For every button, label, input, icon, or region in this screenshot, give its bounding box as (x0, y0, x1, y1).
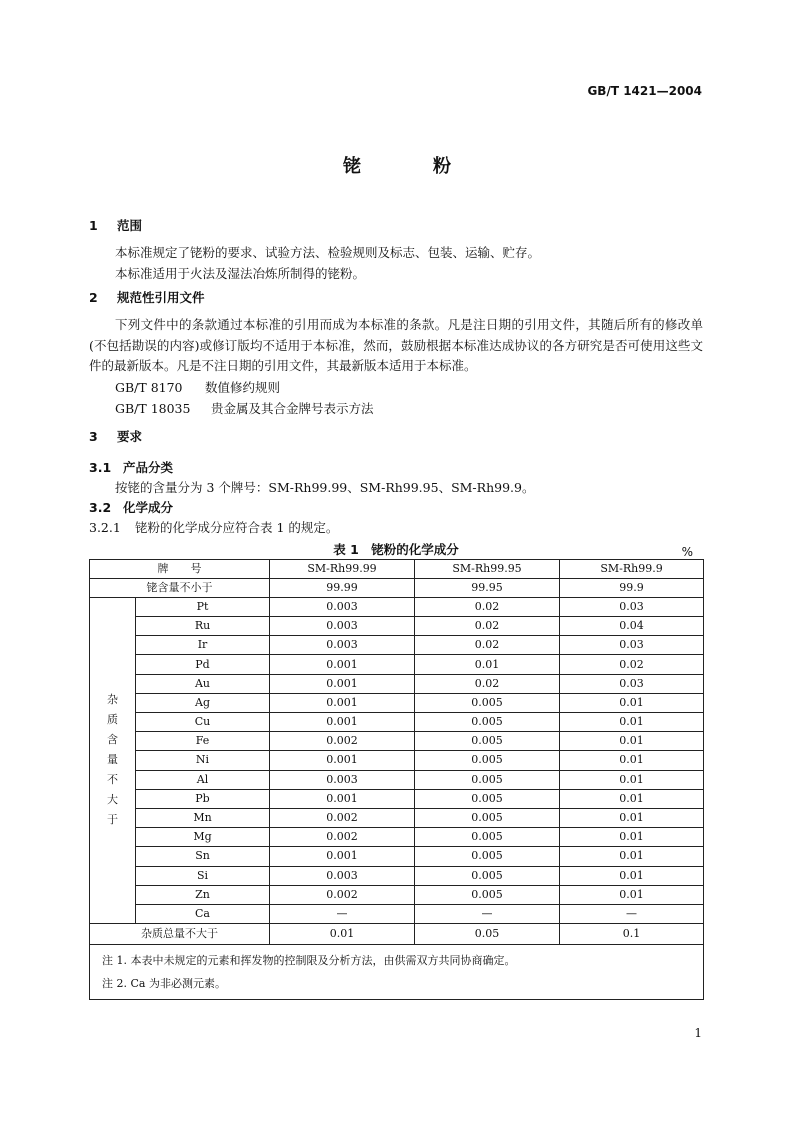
total-impurity-label: 杂质总量不大于 (90, 924, 270, 945)
table-notes (90, 945, 704, 1000)
impurity-value: 0.01 (560, 770, 704, 789)
table-note: 注 1. 本表中未规定的元素和挥发物的控制限及分析方法，由供需双方共同协商确定。 (102, 954, 516, 968)
section-number: 2 (89, 290, 98, 305)
section-2-heading (89, 290, 703, 306)
impurity-value: 0.005 (415, 789, 560, 808)
rh-content-row (90, 578, 704, 597)
impurity-row (90, 847, 704, 866)
scope-paragraph-2: 本标准适用于火法及湿法冶炼所制得的铑粉。 (115, 265, 366, 281)
impurity-row (90, 655, 704, 674)
section-1-heading (89, 218, 703, 234)
impurity-row (90, 713, 704, 732)
classification-paragraph: 按铑的含量分为 3 个牌号：SM-Rh99.99、SM-Rh99.95、SM-Rh99.9。 (115, 479, 535, 495)
element-symbol: Sn (136, 847, 270, 866)
clause-number: 3.2.1 (89, 520, 121, 535)
impurity-row (90, 693, 704, 712)
table-caption: 表 1 铑粉的化学成分 (333, 541, 459, 557)
element-symbol: Mn (136, 808, 270, 827)
impurity-value: 0.003 (270, 770, 415, 789)
table-unit: % (681, 544, 693, 559)
reference-item (115, 377, 703, 398)
section-title: 产品分类 (123, 459, 174, 475)
element-symbol: Al (136, 770, 270, 789)
rh-value: 99.9 (560, 578, 704, 597)
impurity-row (90, 617, 704, 636)
clause-text: 铑粉的化学成分应符合表 1 的规定。 (135, 520, 339, 535)
impurity-value: 0.001 (270, 847, 415, 866)
table-note: 注 2. Ca 为非必测元素。 (102, 977, 226, 991)
rh-value: 99.99 (270, 578, 415, 597)
element-symbol: Mg (136, 828, 270, 847)
impurity-row (90, 751, 704, 770)
impurity-value: — (415, 904, 560, 923)
clause-3-2-1 (89, 518, 703, 539)
grade-cell: SM-Rh99.9 (560, 559, 704, 578)
rh-content-label: 铑含量不小于 (90, 578, 270, 597)
section-title: 化学成分 (123, 500, 174, 515)
table-header-row (90, 559, 704, 578)
grade-cell: SM-Rh99.95 (415, 559, 560, 578)
impurity-row (90, 789, 704, 808)
impurity-value: 0.02 (415, 636, 560, 655)
element-symbol: Ni (136, 751, 270, 770)
table-caption-row (89, 541, 703, 559)
reference-code: GB/T 8170 (115, 379, 183, 395)
impurity-value: 0.01 (560, 693, 704, 712)
impurity-value: 0.005 (415, 885, 560, 904)
impurity-value: 0.001 (270, 789, 415, 808)
impurity-value: 0.01 (560, 808, 704, 827)
impurity-value: — (270, 904, 415, 923)
grade-header: 牌 号 (90, 559, 270, 578)
impurity-value: 0.001 (270, 655, 415, 674)
chemical-composition-table (89, 559, 704, 1001)
impurity-value: 0.002 (270, 828, 415, 847)
impurity-value: 0.02 (415, 617, 560, 636)
impurity-value: 0.01 (560, 885, 704, 904)
impurity-value: 0.03 (560, 597, 704, 616)
impurity-value: 0.002 (270, 808, 415, 827)
section-3-2-heading (89, 500, 703, 516)
impurity-row (90, 732, 704, 751)
total-impurity-value: 0.01 (270, 924, 415, 945)
impurity-value: 0.03 (560, 636, 704, 655)
document-body (89, 218, 703, 1000)
impurity-value: 0.005 (415, 847, 560, 866)
reference-title: 贵金属及其合金牌号表示方法 (211, 400, 374, 416)
impurity-value: 0.003 (270, 866, 415, 885)
impurity-row (90, 866, 704, 885)
table-notes-row (90, 945, 704, 1000)
reference-item (115, 398, 703, 419)
impurity-value: 0.01 (560, 732, 704, 751)
impurity-row (90, 904, 704, 923)
impurity-row (90, 770, 704, 789)
element-symbol: Zn (136, 885, 270, 904)
impurity-value: 0.003 (270, 617, 415, 636)
total-impurity-value: 0.05 (415, 924, 560, 945)
impurity-row (90, 597, 704, 616)
impurity-value: 0.04 (560, 617, 704, 636)
impurity-value: 0.01 (560, 789, 704, 808)
impurity-value: 0.005 (415, 808, 560, 827)
impurity-value: 0.003 (270, 597, 415, 616)
impurity-value: 0.01 (560, 751, 704, 770)
impurity-value: 0.005 (415, 693, 560, 712)
grade-cell: SM-Rh99.99 (270, 559, 415, 578)
element-symbol: Ir (136, 636, 270, 655)
element-symbol: Au (136, 674, 270, 693)
impurity-row (90, 885, 704, 904)
section-title: 规范性引用文件 (117, 290, 205, 305)
impurity-value: 0.01 (560, 828, 704, 847)
document-code: GB/T 1421—2004 (587, 84, 702, 98)
impurity-value: 0.02 (415, 597, 560, 616)
element-symbol: Cu (136, 713, 270, 732)
impurity-value: 0.005 (415, 828, 560, 847)
section-number: 3.1 (89, 459, 112, 475)
element-symbol: Pt (136, 597, 270, 616)
impurity-value: 0.01 (560, 713, 704, 732)
impurity-value: 0.005 (415, 713, 560, 732)
impurity-value: — (560, 904, 704, 923)
impurity-value: 0.005 (415, 866, 560, 885)
impurity-value: 0.02 (415, 674, 560, 693)
section-number: 1 (89, 218, 98, 233)
element-symbol: Ca (136, 904, 270, 923)
page-number: 1 (694, 1026, 702, 1040)
impurity-row (90, 636, 704, 655)
element-symbol: Pb (136, 789, 270, 808)
impurity-value: 0.001 (270, 751, 415, 770)
document-title: 铑粉 (343, 156, 523, 177)
element-symbol: Ag (136, 693, 270, 712)
impurity-row (90, 674, 704, 693)
element-symbol: Fe (136, 732, 270, 751)
impurity-value: 0.002 (270, 732, 415, 751)
impurity-value: 0.03 (560, 674, 704, 693)
section-title: 范围 (117, 218, 143, 233)
impurity-value: 0.005 (415, 751, 560, 770)
element-symbol: Si (136, 866, 270, 885)
references-paragraph: 下列文件中的条款通过本标准的引用而成为本标准的条款。凡是注日期的引用文件，其随后所有的修改单(不包括勘误的内容)或修订版均不适用于本标准，然而，鼓励根据本标准达成协议的各方研究是否可使用这些文件的最新版本。凡是不注日期的引用文件，其最新版本适用于本标准。 (89, 317, 703, 373)
impurity-value: 0.01 (560, 866, 704, 885)
reference-title: 数值修约规则 (205, 379, 281, 395)
section-number: 3 (89, 428, 98, 444)
impurity-value: 0.01 (415, 655, 560, 674)
impurity-value: 0.003 (270, 636, 415, 655)
impurity-value: 0.002 (270, 885, 415, 904)
rh-value: 99.95 (415, 578, 560, 597)
element-symbol: Pd (136, 655, 270, 674)
section-3-heading (89, 429, 703, 445)
impurity-value: 0.001 (270, 674, 415, 693)
element-symbol: Ru (136, 617, 270, 636)
impurity-value: 0.01 (560, 847, 704, 866)
scope-paragraph-1: 本标准规定了铑粉的要求、试验方法、检验规则及标志、包装、运输、贮存。 (115, 245, 541, 260)
impurity-row (90, 828, 704, 847)
impurity-value: 0.005 (415, 732, 560, 751)
impurity-value: 0.02 (560, 655, 704, 674)
impurity-group-label: 杂 质 含 量 不 大 于 (90, 597, 136, 923)
total-impurity-row (90, 924, 704, 945)
total-impurity-value: 0.1 (560, 924, 704, 945)
impurity-value: 0.001 (270, 713, 415, 732)
impurity-row (90, 808, 704, 827)
reference-code: GB/T 18035 (115, 400, 191, 416)
impurity-value: 0.005 (415, 770, 560, 789)
impurity-value: 0.001 (270, 693, 415, 712)
section-number: 3.2 (89, 500, 112, 515)
section-3-1-heading (89, 460, 703, 476)
section-title: 要求 (117, 428, 143, 444)
